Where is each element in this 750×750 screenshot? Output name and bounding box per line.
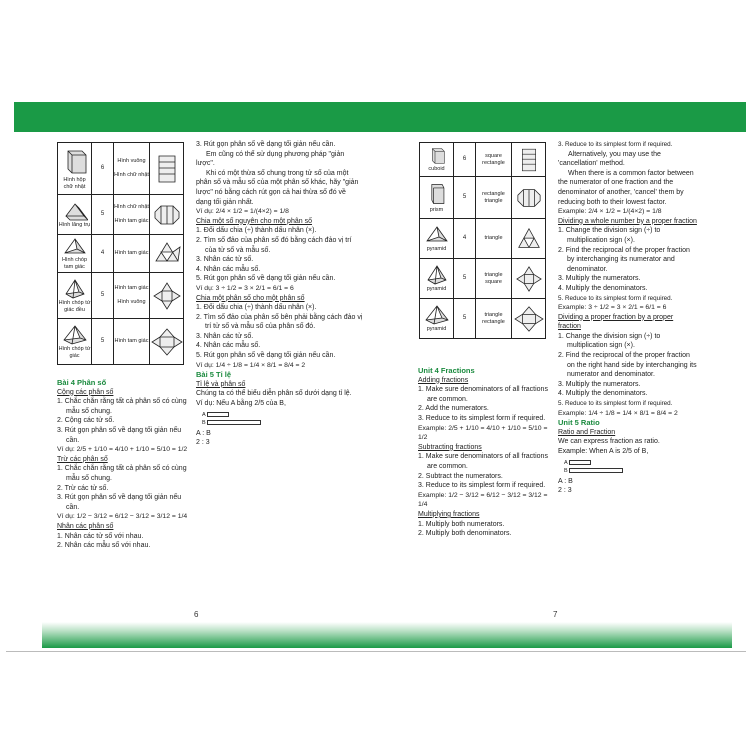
face-types: Hình tam giác (114, 319, 150, 365)
lesson4-title: Bài 4 Phân số (57, 378, 107, 387)
face-types: Hình vuông Hình chữ nhật (114, 143, 150, 195)
square-pyramid-icon (63, 278, 87, 300)
table-row (58, 235, 184, 273)
list-item: 3. Reduce to its simplest form if required. (418, 414, 546, 422)
ratio-label-a: A (202, 411, 206, 418)
rect-pyramid-icon (62, 324, 88, 346)
list-item: 4. Multiply the denominators. (558, 284, 648, 292)
div2-title: Chia một phân số cho một phân số (196, 294, 305, 302)
list-item: 1. Change the division sign (÷) to multiplication sign (×). (558, 227, 661, 244)
ratio-bar-a (207, 412, 229, 417)
cancel-example: Ví dụ: 2/4 × 1/2 = 1/(4×2) = 1/8 (196, 208, 289, 216)
table-row (58, 195, 184, 235)
cuboid-icon (62, 147, 88, 177)
triangular-pyramid-net-icon (515, 224, 543, 254)
cuboid-net-icon (155, 154, 179, 184)
lesson5-title: Bài 5 Tỉ lệ (196, 370, 232, 380)
table-row (420, 299, 546, 339)
list-item: 3. Rút gọn phân số về dạng tối giản nếu cần. (57, 426, 182, 444)
list-item: 1. Đổi dấu chia (÷) thành dấu nhân (×). (196, 304, 317, 312)
face-types: triangle square (476, 259, 512, 299)
paragraph: Em cũng có thể sử dụng phương pháp "giản lược". (196, 150, 345, 168)
list-item: 1. Change the division sign (÷) to multiplication sign (×). (558, 332, 661, 350)
face-types: triangle (476, 219, 512, 259)
ratio-diagram (564, 459, 698, 475)
triangular-pyramid-net-icon (152, 239, 182, 269)
paragraph: Khi có một thừa số chung trong tử số của một phân số và mẫu số của một phân số khác, hãy "giản lược" nó bằng cách rút gọn cả hai thừa số đó về dạng tối giản nhất. (196, 169, 359, 206)
ratio-example: Example: When A is 2/5 of B, (558, 448, 649, 455)
sub-example: Example: 1/2 − 3/12 = 6/12 − 3/12 = 3/12 = 1/4 (418, 491, 548, 509)
right-shapes-table (419, 142, 546, 339)
shape-name: pyramid (426, 326, 447, 332)
list-item: 2. Subtract the numerators. (418, 472, 503, 480)
shape-name: prism (429, 207, 444, 213)
face-count: 5 (454, 177, 476, 219)
list-item: 1. Make sure denominators of all fractions are common. (418, 386, 548, 403)
sub-example: Ví dụ: 1/2 − 3/12 = 6/12 − 3/12 = 3/12 = 1/4 (57, 513, 188, 521)
paragraph: We can express fraction as ratio. (558, 438, 660, 446)
left-shapes-table (57, 142, 184, 365)
shape-name: Hình chóp tam giác (61, 256, 88, 270)
list-item: 5. Reduce to its simplest form if required. (558, 400, 673, 408)
unit4-title: Unit 4 Fractions (418, 366, 475, 375)
table-row (58, 319, 184, 365)
table-row (58, 143, 184, 195)
list-item: 2. Find the reciprocal of the proper fraction by interchanging its numerator and denominator. (558, 246, 690, 273)
shape-name: Hình chóp tứ giác (58, 345, 91, 359)
div-title: Chia một số nguyên cho một phân số (196, 217, 312, 225)
div-example: Ví dụ: 3 ÷ 1/2 = 3 × 2/1 = 6/1 = 6 (196, 284, 294, 292)
add-title: Adding fractions (418, 376, 469, 384)
list-item: 5. Rút gọn phân số về dạng tối giản nếu cần. (196, 275, 336, 283)
bottom-green-band (42, 622, 732, 648)
ratio-bar-b (207, 420, 261, 425)
list-item: 3. Nhân các tử số. (196, 256, 254, 264)
list-item: 1. Chắc chắn rằng tất cả phân số có cùng mẫu số chung. (57, 398, 187, 415)
ratio-value: 2 : 3 (196, 439, 210, 447)
face-count: 5 (92, 273, 114, 319)
list-item: 2. Nhân các mẫu số với nhau. (57, 542, 151, 550)
ratio-subtitle: Ratio and Fraction (558, 428, 616, 436)
table-row (420, 177, 546, 219)
page-number-left: 6 (194, 610, 199, 619)
ratio-ab: A : B (558, 477, 573, 485)
div2-title: Dividing a proper fraction by a proper fraction (558, 313, 674, 331)
ratio-ab: A : B (196, 429, 211, 437)
list-item: 2. Trừ các tử số. (57, 484, 109, 492)
table-row (420, 219, 546, 259)
list-item: 2. Add the numerators. (418, 405, 489, 413)
shape-name: Hình chóp tứ giác đều (58, 299, 91, 313)
ratio-bar-a (569, 460, 591, 465)
table-row (58, 273, 184, 319)
shape-name: pyramid (426, 286, 447, 292)
list-item: 5. Rút gọn phân số về dạng tối giản nếu cần. (196, 352, 336, 360)
ratio-diagram (202, 411, 363, 427)
list-item: 3. Nhân các tử số. (196, 332, 254, 340)
paragraph: When there is a common factor between the numerator of one fraction and the denominator of another, 'cancel' them by reducing both to their lowest factor. (558, 169, 694, 206)
shape-name: Hình hộp chữ nhật (63, 176, 86, 190)
list-item: 3. Multiply the numerators. (558, 380, 641, 388)
paragraph: Chúng ta có thể biểu diễn phân số dưới dạng tỉ lệ. (196, 390, 352, 398)
face-types: square rectangle (476, 143, 512, 177)
left-col2-text (196, 140, 363, 448)
div2-example: Example: 1/4 ÷ 1/8 = 1/4 × 8/1 = 8/4 = 2 (558, 409, 678, 417)
shape-name: Hình lăng trụ (58, 222, 91, 228)
mul-title: Nhân các phân số (57, 522, 114, 530)
top-green-band (14, 102, 746, 132)
prism-icon (425, 181, 449, 207)
list-item: 3. Rút gọn phân số về dạng tối giản nếu cần. (196, 141, 336, 148)
face-types: Hình tam giác Hình vuông (114, 273, 150, 319)
face-count: 6 (454, 143, 476, 177)
shape-name: pyramid (426, 246, 447, 252)
triangular-pyramid-icon (63, 237, 87, 257)
list-item: 4. Nhân các mẫu số. (196, 265, 261, 273)
sub-title: Trừ các phân số (57, 455, 108, 463)
square-pyramid-net-icon (152, 281, 182, 311)
ratio-bar-b (569, 468, 623, 473)
list-item: 3. Reduce to its simplest form if required. (558, 141, 673, 148)
list-item: 3. Rút gọn phân số về dạng tối giản nếu cần. (57, 494, 182, 511)
cuboid-net-icon (519, 146, 539, 174)
add-example: Ví dụ: 2/5 + 1/10 = 4/10 + 1/10 = 5/10 = 1/2 (57, 446, 188, 454)
face-types: triangle rectangle (476, 299, 512, 339)
rect-pyramid-net-icon (514, 305, 544, 333)
left-col1-text (57, 378, 190, 551)
div-example: Example: 3 ÷ 1/2 = 3 × 2/1 = 6/1 = 6 (558, 304, 667, 312)
list-item: 2. Find the reciprocal of the proper fraction on the right hand side by interchanging its numerator and denominator. (558, 352, 697, 379)
add-title: Cộng các phân số (57, 388, 114, 396)
list-item: 1. Đổi dấu chia (÷) thành dấu nhân (×). (196, 227, 317, 235)
right-col1-text (418, 366, 550, 539)
ratio-label-a: A (564, 459, 568, 466)
unit5-title: Unit 5 Ratio (558, 418, 600, 428)
page-number-right: 7 (553, 610, 558, 619)
list-item: 2. Tìm số đảo của phân số bên phải bằng cách đảo vị trí tử số và mẫu số của phân số đó. (196, 313, 363, 331)
cuboid-icon (426, 146, 448, 166)
prism-icon (62, 200, 88, 222)
list-item: 4. Multiply the denominators. (558, 390, 648, 398)
ratio-example: Ví dụ: Nếu A bằng 2/5 của B, (196, 400, 286, 408)
list-item: 1. Chắc chắn rằng tất cả phân số có cùng mẫu số chung. (57, 465, 187, 482)
list-item: 2. Multiply both denominators. (418, 530, 512, 538)
list-item: 2. Cộng các tử số. (57, 417, 115, 425)
triangular-pyramid-icon (425, 224, 449, 246)
face-count: 4 (92, 235, 114, 273)
rect-pyramid-net-icon (151, 327, 183, 357)
ratio-label-b: B (564, 467, 568, 474)
list-item: 3. Multiply the numerators. (558, 275, 641, 283)
rect-pyramid-icon (424, 304, 450, 326)
face-count: 6 (92, 143, 114, 195)
div2-example: Ví dụ: 1/4 ÷ 1/8 = 1/4 × 8/1 = 8/4 = 2 (196, 361, 306, 369)
sub-title: Subtracting fractions (418, 443, 482, 451)
ratio-label-b: B (202, 419, 206, 426)
face-types: Hình chữ nhật Hình tam giác (114, 195, 150, 235)
face-count: 4 (454, 219, 476, 259)
mul-title: Multiplying fractions (418, 510, 480, 518)
square-pyramid-icon (425, 264, 449, 286)
list-item: 3. Reduce to its simplest form if required. (418, 482, 546, 490)
add-example: Example: 2/5 + 1/10 = 4/10 + 1/10 = 5/10 = 1/2 (418, 424, 548, 442)
list-item: 2. Tìm số đảo của phân số đó bằng cách đảo vị trí của tử số và mẫu số. (196, 236, 352, 254)
list-item: 1. Make sure denominators of all fractions are common. (418, 453, 548, 470)
table-row (420, 259, 546, 299)
face-types: rectangle triangle (476, 177, 512, 219)
shape-name: cuboid (428, 166, 445, 172)
square-pyramid-net-icon (515, 265, 543, 293)
list-item: 4. Nhân các mẫu số. (196, 342, 261, 350)
face-count: 5 (454, 259, 476, 299)
face-count: 5 (454, 299, 476, 339)
paragraph: Alternatively, you may use the 'cancellation' method. (558, 150, 661, 168)
list-item: 1. Nhân các tử số với nhau. (57, 532, 144, 540)
face-count: 5 (92, 319, 114, 365)
face-types: Hình tam giác (114, 235, 150, 273)
ratio-value: 2 : 3 (558, 487, 572, 495)
prism-net-icon (516, 183, 542, 213)
cancel-example: Example: 2/4 × 1/2 = 1/(4×2) = 1/8 (558, 208, 662, 216)
ratio-subtitle: Tỉ lệ và phân số (196, 380, 246, 388)
face-count: 5 (92, 195, 114, 235)
right-col2-text (558, 140, 698, 496)
list-item: 1. Multiply both numerators. (418, 520, 505, 528)
list-item: 5. Reduce to its simplest form if required. (558, 294, 673, 302)
prism-net-icon (153, 200, 181, 230)
table-row (420, 143, 546, 177)
div-title: Dividing a whole number by a proper fraction (558, 217, 697, 225)
